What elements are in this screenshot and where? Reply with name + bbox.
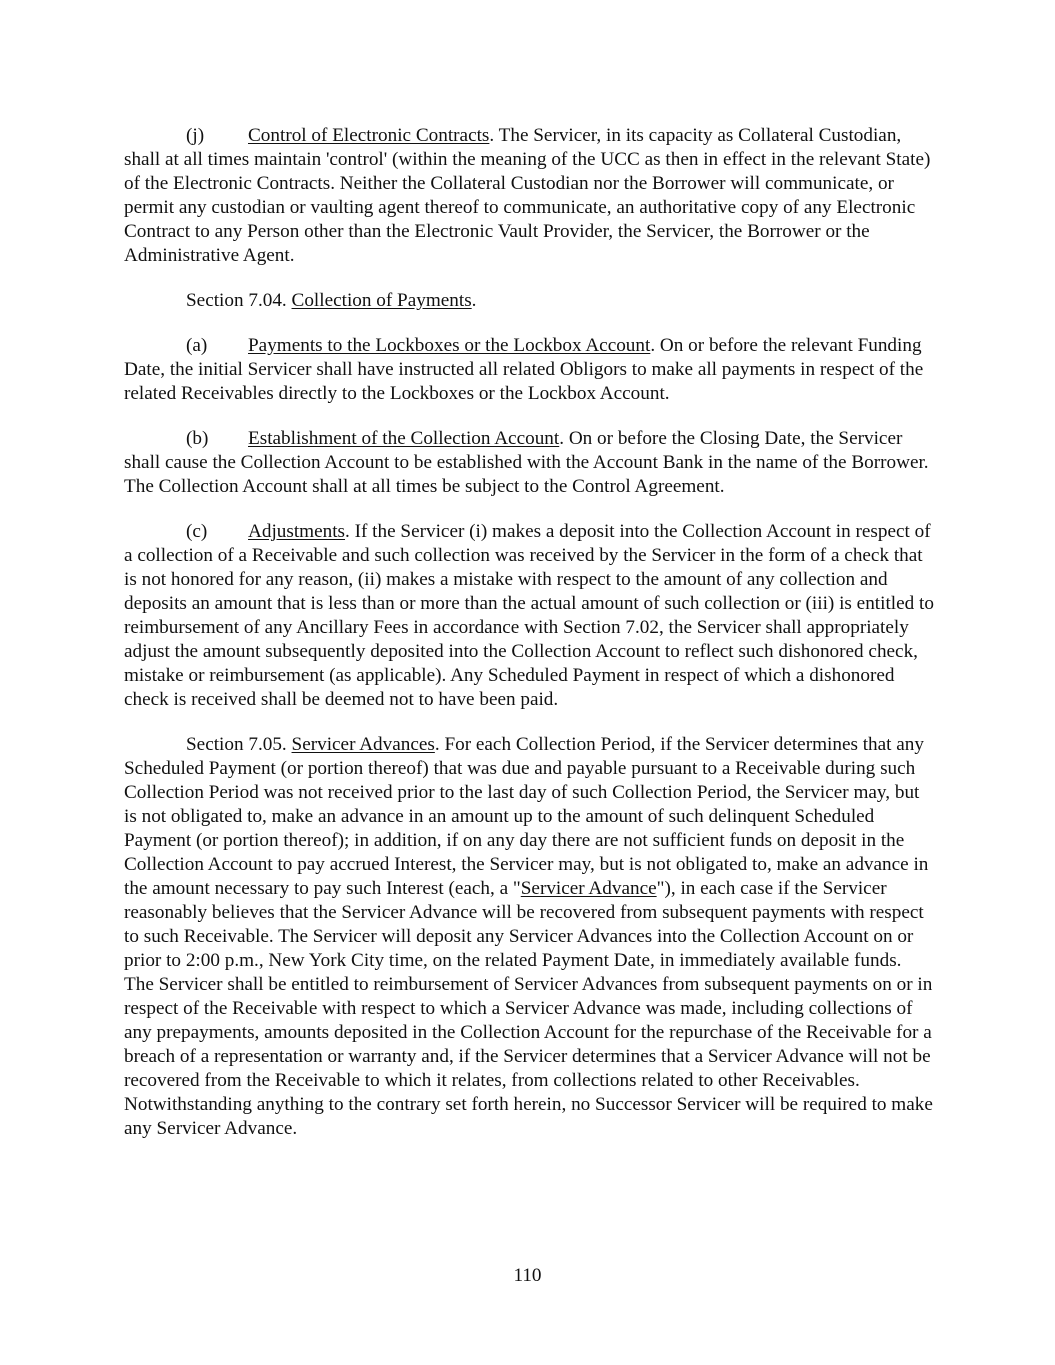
section-7-04-number: Section 7.04. — [186, 290, 292, 311]
section-7-05-body-2: "), in each case if the Servicer reasonably believes that the Servicer Advance will be recovered from subsequent payments with respect to such Receivable. The Servicer will deposit any Servicer Advances into the Collection Account on or prior to 2:00 p.m., New York City time, on the related Payment Date, in immediately available funds. The Servicer shall be entitled to reimbursement of Servicer Advances from subsequent payments on or in respect of the Receivable with respect to which a Servicer Advance was made, including collections of any prepayments, amounts deposited in the Collection Account for the repurchase of the Receivable for a breach of a representation or warranty and, if the Servicer determines that a Servicer Advance will not be recovered from the Receivable to which it relates, from collections related to other Receivables. Notwithstanding anything to the contrary set forth herein, no Successor Servicer will be required to make any Servicer Advance. — [124, 878, 933, 1139]
section-7-04-title: Collection of Payments — [291, 290, 472, 311]
document-page — [124, 124, 934, 1162]
paragraph-j-heading: Control of Electronic Contracts — [248, 125, 490, 146]
paragraph-b-heading: Establishment of the Collection Account — [248, 428, 560, 449]
section-7-04-end: . — [471, 290, 477, 311]
paragraph-a-body: . On or before the relevant Funding Date, the initial Servicer shall have instructed all related Obligors to make all payments in respect of the related Receivables directly to the Lockboxes or the Lockbox Account. — [124, 335, 924, 404]
section-7-05-defined-term: Servicer Advance — [520, 878, 657, 899]
section-7-05-title: Servicer Advances — [291, 734, 435, 755]
section-7-05 — [124, 733, 934, 1141]
paragraph-c — [124, 520, 934, 712]
section-7-05-body-1: . For each Collection Period, if the Servicer determines that any Scheduled Payment (or portion thereof) that was due and payable pursuant to a Receivable during such Collection Period was not received prior to the last day of such Collection Period, the Servicer may, but is not obligated to, make an advance in an amount up to the amount of such delinquent Scheduled Payment (or portion thereof); in addition, if on any day there are not sufficient funds on deposit in the Collection Account to pay accrued Interest, the Servicer may, but is not obligated to, make an advance in the amount necessary to pay such Interest (each, a " — [124, 734, 929, 899]
paragraph-b-label: (b) — [186, 428, 209, 449]
paragraph-j — [124, 124, 934, 268]
paragraph-a-label: (a) — [186, 335, 208, 356]
paragraph-c-label: (c) — [186, 521, 208, 542]
section-7-04-heading — [124, 289, 934, 313]
page-number: 110 — [513, 1265, 542, 1286]
paragraph-a-heading: Payments to the Lockboxes or the Lockbox Account — [248, 335, 651, 356]
paragraph-j-label: (j) — [186, 125, 205, 146]
paragraph-b-body: . On or before the Closing Date, the Servicer shall cause the Collection Account to be established with the Account Bank in the name of the Borrower. The Collection Account shall at all times be subject to the Control Agreement. — [124, 428, 929, 497]
paragraph-c-heading: Adjustments — [248, 521, 346, 542]
paragraph-b — [124, 427, 934, 499]
paragraph-j-body: . The Servicer, in its capacity as Collateral Custodian, shall at all times maintain 'control' (within the meaning of the UCC as then in effect in the relevant State) of the Electronic Contracts. Neither the Collateral Custodian nor the Borrower will communicate, or permit any custodian or vaulting agent thereof to communicate, an authoritative copy of any Electronic Contract to any Person other than the Electronic Vault Provider, the Servicer, the Borrower or the Administrative Agent. — [124, 125, 931, 266]
section-7-05-number: Section 7.05. — [186, 734, 292, 755]
paragraph-c-body: . If the Servicer (i) makes a deposit into the Collection Account in respect of a collection of a Receivable and such collection was received by the Servicer in the form of a check that is not honored for any reason, (ii) makes a mistake with respect to the amount of any collection and deposits an amount that is less than or more than the actual amount of such collection or (iii) is entitled to reimbursement of any Ancillary Fees in accordance with Section 7.02, the Servicer shall appropriately adjust the amount subsequently deposited into the Collection Account to reflect such dishonored check, mistake or reimbursement (as applicable). Any Scheduled Payment in respect of which a dishonored check is received shall be deemed not to have been paid. — [124, 521, 934, 710]
paragraph-a — [124, 334, 934, 406]
